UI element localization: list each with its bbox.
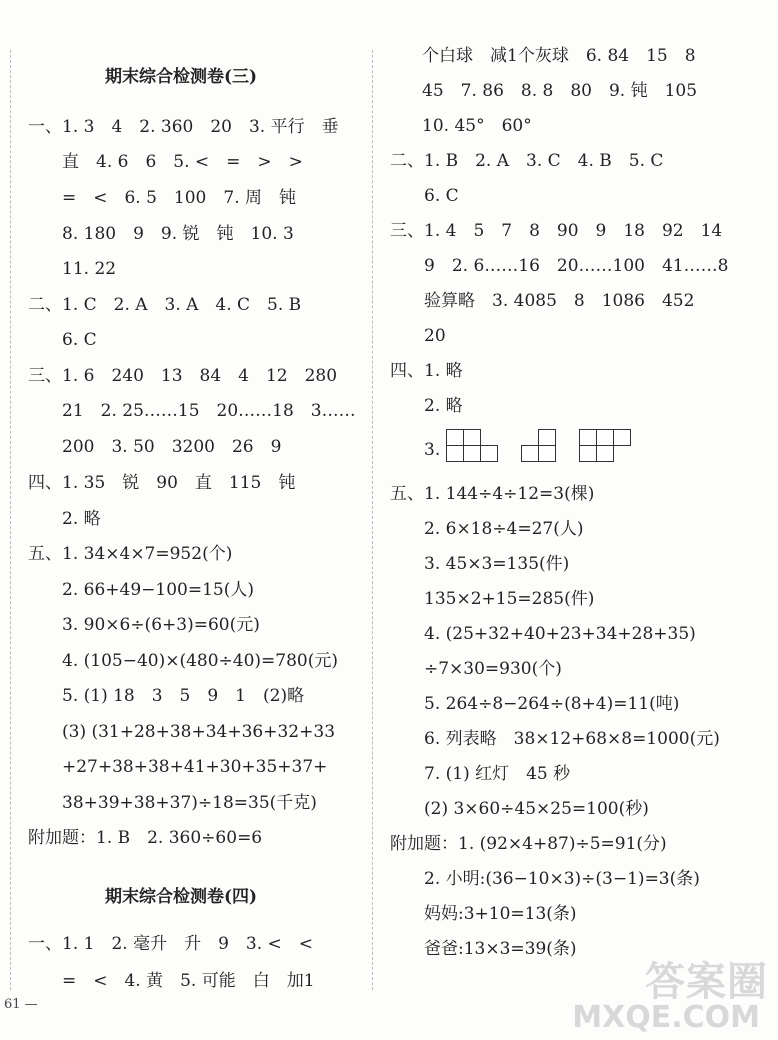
answer-line: (2) 3×60÷45×25=100(秒) [390,799,649,819]
answer-line: 2. 小明:(36−10×3)÷(3−1)=3(条) [390,869,700,889]
answer-line: 附加题：1. B 2. 360÷60=6 [28,828,263,848]
answer-line: 200 3. 50 3200 26 9 [28,437,282,457]
answer-line: 3. [390,440,441,460]
answer-line: 二、1. B 2. A 3. C 4. B 5. C [390,151,664,171]
answer-line: ÷7×30=930(个) [390,659,562,679]
answer-line: 验算略 3. 4085 8 1086 452 [390,291,695,311]
answer-line: 6. C [28,330,97,350]
answer-line: 45 7. 86 8. 8 80 9. 钝 105 [422,81,698,101]
answer-line: 一、1. 1 2. 毫升 升 9 3. < < [28,934,313,954]
column-divider [10,50,11,990]
answer-line: = < 4. 黄 5. 可能 白 加1 [28,971,315,991]
answer-line: 3. 45×3=135(件) [390,554,570,574]
answer-line: 直 4. 6 6 5. < = > > [28,152,303,172]
answer-line: 爸爸:13×3=39(条) [390,939,577,959]
answer-line: (3) (31+28+38+34+36+32+33 [28,722,336,742]
answer-line: 五、1. 34×4×7=952(个) [28,544,233,564]
answer-line: 11. 22 [28,259,117,279]
answer-line: 20 [390,326,446,346]
column-divider-center [372,50,373,990]
watermark-url: MXQE.COM [572,1000,760,1035]
answer-line: 21 2. 25……15 20……18 3…… [28,401,356,421]
answer-line: 4. (25+32+40+23+34+28+35) [390,624,696,644]
answer-line: 一、1. 3 4 2. 360 20 3. 平行 垂 [28,117,339,137]
answer-line: 2. 6×18÷4=27(人) [390,519,584,539]
answer-line: 2. 略 [28,509,101,529]
section-title-3: 期末综合检测卷(三) [105,67,258,87]
answer-line: 38+39+38+37)÷18=35(千克) [28,793,317,813]
answer-line: 五、1. 144÷4÷12=3(棵) [390,484,595,504]
answer-line: 附加题：1. (92×4+87)÷5=91(分) [390,834,667,854]
answer-line: 4. (105−40)×(480÷40)=780(元) [28,651,339,671]
answer-line: +27+38+38+41+30+35+37+ [28,757,328,777]
answer-line: 四、1. 略 [390,361,463,381]
answer-line: 5. (1) 18 3 5 9 1 (2)略 [28,686,305,706]
answer-line: 10. 45° 60° [422,116,532,136]
answer-line: 个白球 减1个灰球 6. 84 15 8 [422,46,696,66]
answer-line: 6. 列表略 38×12+68×8=1000(元) [390,729,720,749]
answer-line: = < 6. 5 100 7. 周 钝 [28,188,296,208]
answer-line: 三、1. 4 5 7 8 90 9 18 92 14 [390,221,723,241]
answer-line: 6. C [390,186,459,206]
section-title-4: 期末综合检测卷(四) [105,887,258,907]
page-number: 61 — [4,997,38,1012]
answer-line: 135×2+15=285(件) [390,589,595,609]
answer-line: 7. (1) 红灯 45 秒 [390,764,571,784]
watermark-logo: 答案圈 [645,959,768,1005]
answer-line: 三、1. 6 240 13 84 4 12 280 [28,366,338,386]
answer-line: 二、1. C 2. A 3. A 4. C 5. B [28,295,302,315]
answer-line: 8. 180 9 9. 锐 钝 10. 3 [28,224,294,244]
answer-line: 5. 264÷8−264÷(8+4)=11(吨) [390,694,680,714]
answer-line: 9 2. 6……16 20……100 41……8 [390,256,729,276]
answer-line: 2. 略 [390,396,463,416]
answer-line: 四、1. 35 锐 90 直 115 钝 [28,473,296,493]
answer-line: 妈妈:3+10=13(条) [390,904,577,924]
answer-line: 3. 90×6÷(6+3)=60(元) [28,615,260,635]
answer-line: 2. 66+49−100=15(人) [28,580,254,600]
